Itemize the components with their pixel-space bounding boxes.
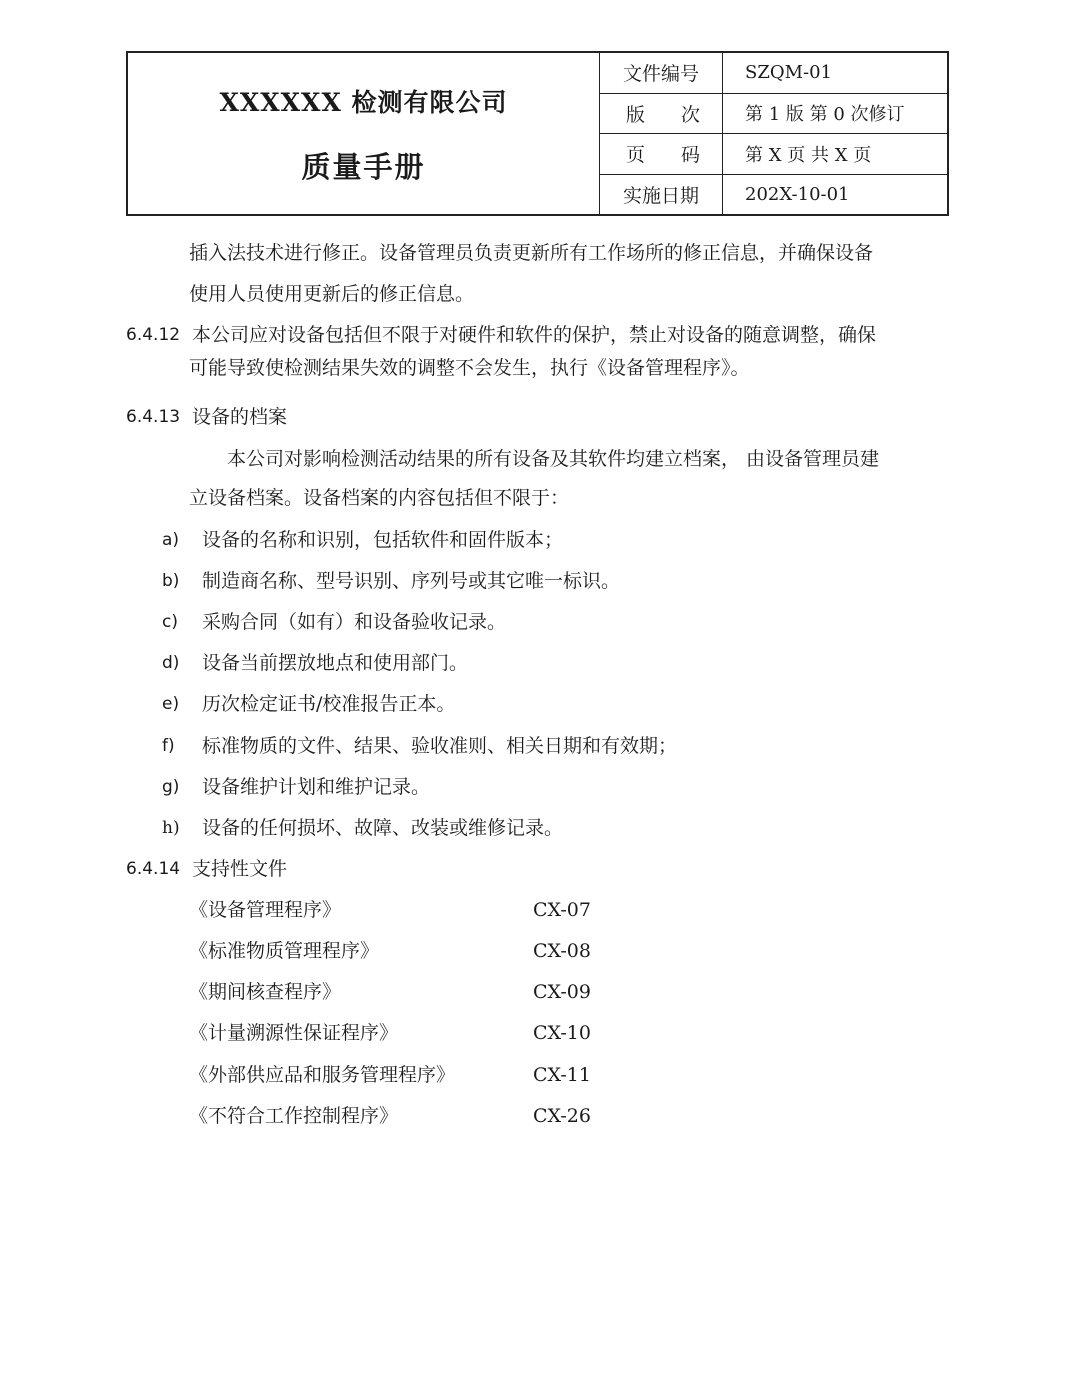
section-number-6-4-12: 6.4.12	[126, 325, 181, 345]
list-marker: a)	[162, 530, 180, 550]
company-name: XXXXXX 检测有限公司	[219, 88, 508, 117]
meta-value-page: 第 X 页 共 X 页	[745, 144, 872, 166]
supporting-doc-name: 《不符合工作控制程序》	[189, 1105, 399, 1127]
supporting-doc-code: CX-07	[533, 899, 591, 921]
header-title-cell	[128, 53, 600, 214]
list-item: 制造商名称、型号识别、序列号或其它唯一标识。	[202, 570, 621, 592]
section-6-4-12-line-2: 可能导致使检测结果失效的调整不会发生，执行《设备管理程序》。	[189, 357, 750, 379]
meta-value-effective-date: 202X-10-01	[745, 183, 850, 205]
list-item: 采购合同（如有）和设备验收记录。	[202, 611, 507, 633]
header-meta-cells	[600, 53, 947, 214]
meta-row-page	[600, 134, 947, 175]
list-marker: f)	[162, 736, 175, 756]
section-6-4-13-intro-1: 本公司对影响检测活动结果的所有设备及其软件均建立档案， 由设备管理员建	[227, 448, 880, 470]
continuation-line-2: 使用人员使用更新后的修正信息。	[189, 283, 475, 305]
list-marker: g)	[162, 777, 180, 797]
supporting-doc-code: CX-08	[533, 940, 591, 962]
list-marker: d)	[162, 653, 180, 673]
continuation-line-1: 插入法技术进行修正。设备管理员负责更新所有工作场所的修正信息，并确保设备	[189, 242, 874, 264]
section-6-4-12-line-1: 本公司应对设备包括但不限于对硬件和软件的保护，禁止对设备的随意调整，确保	[192, 324, 877, 346]
supporting-doc-name: 《计量溯源性保证程序》	[189, 1022, 399, 1044]
list-item: 设备的任何损坏、故障、改装或维修记录。	[202, 817, 564, 839]
supporting-doc-code: CX-26	[533, 1105, 591, 1127]
meta-value-document-number: SZQM-01	[745, 62, 833, 84]
list-item: 设备维护计划和维护记录。	[202, 776, 431, 798]
meta-row-edition	[600, 94, 947, 135]
list-marker: c)	[162, 612, 178, 632]
meta-label-effective-date: 实施日期	[600, 175, 723, 215]
document-header-table	[126, 51, 949, 216]
section-number-6-4-13: 6.4.13	[126, 407, 181, 427]
meta-value-edition: 第 1 版 第 0 次修订	[745, 104, 905, 126]
manual-title: 质量手册	[301, 150, 426, 184]
supporting-doc-name: 《期间核查程序》	[189, 981, 342, 1003]
section-number-6-4-14: 6.4.14	[126, 859, 181, 879]
supporting-doc-name: 《外部供应品和服务管理程序》	[189, 1064, 456, 1086]
list-item: 设备当前摆放地点和使用部门。	[202, 652, 469, 674]
supporting-doc-code: CX-11	[533, 1064, 591, 1086]
supporting-doc-name: 《标准物质管理程序》	[189, 940, 380, 962]
list-item: 历次检定证书/校准报告正本。	[202, 693, 456, 715]
list-marker: b)	[162, 571, 180, 591]
meta-label-edition: 版 次	[600, 94, 723, 134]
meta-row-effective-date	[600, 175, 947, 215]
section-title-6-4-14: 支持性文件	[192, 858, 288, 880]
supporting-doc-code: CX-10	[533, 1022, 591, 1044]
section-title-6-4-13: 设备的档案	[192, 406, 288, 428]
list-marker: h)	[162, 818, 180, 838]
meta-row-document-number	[600, 53, 947, 94]
list-item: 标准物质的文件、结果、验收准则、相关日期和有效期；	[202, 735, 678, 757]
section-6-4-13-intro-2: 立设备档案。设备档案的内容包括但不限于：	[189, 487, 570, 509]
supporting-doc-code: CX-09	[533, 981, 591, 1003]
list-marker: e)	[162, 694, 180, 714]
meta-label-document-number: 文件编号	[600, 53, 723, 93]
meta-label-page: 页 码	[600, 134, 723, 174]
list-item: 设备的名称和识别，包括软件和固件版本；	[202, 529, 564, 551]
supporting-doc-name: 《设备管理程序》	[189, 899, 342, 921]
